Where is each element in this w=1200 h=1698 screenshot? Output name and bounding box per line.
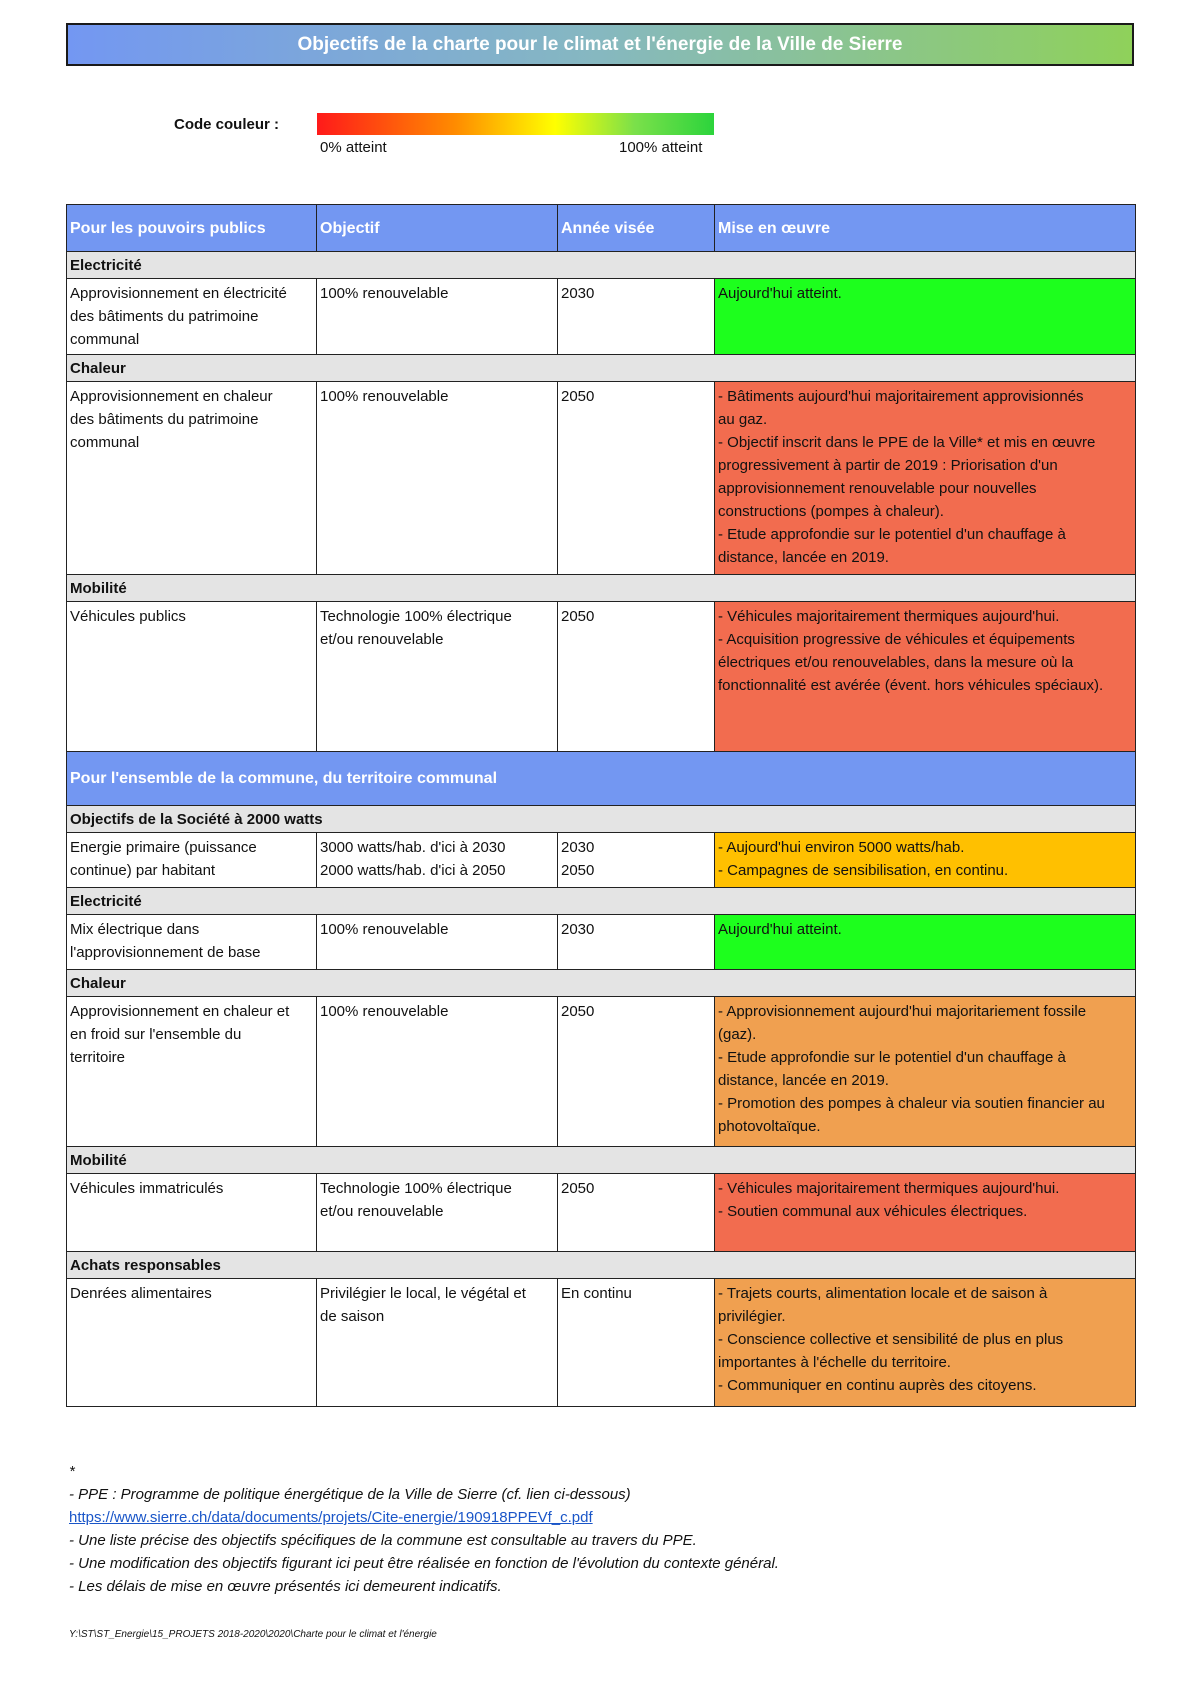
category-label: Objectifs de la Société à 2000 watts — [67, 806, 1136, 833]
text-line: importantes à l'échelle du territoire. — [718, 1354, 951, 1371]
text-line: photovoltaïque. — [718, 1118, 821, 1135]
footnote-line: - Une liste précise des objectifs spécifiques de la commune est consultable au travers du PPE. — [69, 1532, 697, 1549]
text-line: - Approvisionnement aujourd'hui majoritariement fossile — [718, 1003, 1087, 1020]
implementation-cell — [715, 602, 1136, 752]
text-line: l'approvisionnement de base — [70, 944, 261, 961]
text-line: 2000 watts/hab. d'ici à 2050 — [320, 862, 506, 879]
text-line: communal — [70, 434, 140, 451]
legend-max-label: 100% atteint — [619, 139, 703, 156]
table-row — [67, 915, 1136, 970]
text-line: Energie primaire (puissance — [70, 839, 257, 856]
category-row — [67, 806, 1136, 833]
domain-cell: Véhicules immatriculés — [67, 1174, 317, 1252]
implementation-cell: Aujourd'hui atteint. — [715, 915, 1136, 970]
section-header-commune: Pour l'ensemble de la commune, du territoire communal — [67, 752, 1136, 806]
text-line: territoire — [70, 1049, 126, 1066]
year-cell: 2030 — [558, 915, 715, 970]
footnote-asterisk: * — [69, 1463, 75, 1480]
objective-cell — [317, 1279, 558, 1407]
table-row — [67, 997, 1136, 1147]
text-line: au gaz. — [718, 411, 768, 428]
text-line: - Bâtiments aujourd'hui majoritairement approvisionnés — [718, 388, 1084, 405]
text-line: en froid sur l'ensemble du — [70, 1026, 242, 1043]
text-line: constructions (pompes à chaleur). — [718, 503, 944, 520]
footnotes — [69, 1460, 779, 1598]
footnote-ppe: - PPE : Programme de politique énergétique de la Ville de Sierre (cf. lien ci-dessous) — [69, 1486, 631, 1503]
table-row — [67, 833, 1136, 888]
text-line: - Trajets courts, alimentation locale et de saison à — [718, 1285, 1048, 1302]
year-cell: 2050 — [558, 1174, 715, 1252]
text-line: Approvisionnement en chaleur — [70, 388, 273, 405]
text-line: - Véhicules majoritairement thermiques aujourd'hui. — [718, 608, 1060, 625]
text-line: - Etude approfondie sur le potentiel d'un chauffage à — [718, 1049, 1066, 1066]
implementation-cell — [715, 1279, 1136, 1407]
implementation-cell — [715, 833, 1136, 888]
text-line: électriques et/ou renouvelables, dans la mesure où la — [718, 654, 1074, 671]
text-line: Approvisionnement en électricité — [70, 285, 287, 302]
table-row — [67, 602, 1136, 752]
year-cell: 2050 — [558, 997, 715, 1147]
text-line: 2030 — [561, 839, 595, 856]
file-path-footer: Y:\ST\ST_Energie\15_PROJETS 2018-2020\2020\Charte pour le climat et l'énergie — [69, 1629, 437, 1640]
text-line: - Objectif inscrit dans le PPE de la Ville* et mis en œuvre — [718, 434, 1096, 451]
text-line: fonctionnalité est avérée (évent. hors véhicules spéciaux). — [718, 677, 1104, 694]
category-row — [67, 575, 1136, 602]
implementation-cell: Aujourd'hui atteint. — [715, 279, 1136, 355]
table-row — [67, 382, 1136, 575]
objective-cell: 100% renouvelable — [317, 997, 558, 1147]
domain-cell — [67, 833, 317, 888]
text-line: et/ou renouvelable — [320, 631, 444, 648]
header-target-year: Année visée — [558, 205, 715, 252]
year-cell: 2050 — [558, 602, 715, 752]
text-line: - Conscience collective et sensibilité de plus en plus — [718, 1331, 1064, 1348]
year-cell — [558, 833, 715, 888]
legend-min-label: 0% atteint — [320, 139, 387, 156]
text-line: - Promotion des pompes à chaleur via soutien financier au — [718, 1095, 1105, 1112]
category-label: Chaleur — [67, 970, 1136, 997]
category-row — [67, 888, 1136, 915]
objectives-table — [66, 204, 1136, 1407]
text-line: communal — [70, 331, 140, 348]
year-cell: 2050 — [558, 382, 715, 575]
text-line: Mix électrique dans — [70, 921, 200, 938]
category-row — [67, 970, 1136, 997]
legend-label: Code couleur : — [174, 116, 280, 133]
text-line: et/ou renouvelable — [320, 1203, 444, 1220]
category-label: Electricité — [67, 888, 1136, 915]
text-line: - Acquisition progressive de véhicules et équipements — [718, 631, 1075, 648]
category-row — [67, 1147, 1136, 1174]
text-line: - Soutien communal aux véhicules électriques. — [718, 1203, 1028, 1220]
text-line: Technologie 100% électrique — [320, 1180, 512, 1197]
footnote-line: - Une modification des objectifs figurant ici peut être réalisée en fonction de l'évolution du contexte général. — [69, 1555, 779, 1572]
category-label: Achats responsables — [67, 1252, 1136, 1279]
objective-cell — [317, 1174, 558, 1252]
text-line: Approvisionnement en chaleur et — [70, 1003, 290, 1020]
year-cell: 2030 — [558, 279, 715, 355]
text-line: 3000 watts/hab. d'ici à 2030 — [320, 839, 506, 856]
text-line: approvisionnement renouvelable pour nouvelles — [718, 480, 1037, 497]
text-line: privilégier. — [718, 1308, 786, 1325]
category-label: Chaleur — [67, 355, 1136, 382]
category-label: Mobilité — [67, 1147, 1136, 1174]
text-line: Technologie 100% électrique — [320, 608, 512, 625]
text-line: de saison — [320, 1308, 385, 1325]
text-line: distance, lancée en 2019. — [718, 1072, 889, 1089]
table-row — [67, 1174, 1136, 1252]
text-line: - Etude approfondie sur le potentiel d'un chauffage à — [718, 526, 1066, 543]
objective-cell: 100% renouvelable — [317, 382, 558, 575]
domain-cell: Denrées alimentaires — [67, 1279, 317, 1407]
category-row — [67, 1252, 1136, 1279]
header-domain: Pour les pouvoirs publics — [67, 205, 317, 252]
domain-cell — [67, 915, 317, 970]
text-line: 2050 — [561, 862, 595, 879]
objective-cell: 100% renouvelable — [317, 279, 558, 355]
domain-cell — [67, 997, 317, 1147]
table-header-row — [67, 205, 1136, 252]
footnote-link-line — [69, 1506, 779, 1529]
table-row — [67, 1279, 1136, 1407]
text-line: - Véhicules majoritairement thermiques aujourd'hui. — [718, 1180, 1060, 1197]
legend-gradient-bar — [317, 113, 714, 135]
implementation-cell — [715, 997, 1136, 1147]
implementation-cell — [715, 382, 1136, 575]
category-label: Mobilité — [67, 575, 1136, 602]
text-line: distance, lancée en 2019. — [718, 549, 889, 566]
objective-cell — [317, 602, 558, 752]
text-line: des bâtiments du patrimoine — [70, 411, 259, 428]
text-line: progressivement à partir de 2019 : Priorisation d'un — [718, 457, 1058, 474]
category-label: Electricité — [67, 252, 1136, 279]
footnote-line: - Les délais de mise en œuvre présentés ici demeurent indicatifs. — [69, 1578, 502, 1595]
domain-cell — [67, 279, 317, 355]
page-title: Objectifs de la charte pour le climat et l'énergie de la Ville de Sierre — [66, 23, 1134, 66]
text-line: des bâtiments du patrimoine — [70, 308, 259, 325]
header-objective: Objectif — [317, 205, 558, 252]
objective-cell: 100% renouvelable — [317, 915, 558, 970]
text-line: continue) par habitant — [70, 862, 216, 879]
header-implementation: Mise en œuvre — [715, 205, 1136, 252]
domain-cell: Véhicules publics — [67, 602, 317, 752]
text-line: (gaz). — [718, 1026, 757, 1043]
category-row — [67, 252, 1136, 279]
implementation-cell — [715, 1174, 1136, 1252]
section-header-row — [67, 752, 1136, 806]
text-line: - Aujourd'hui environ 5000 watts/hab. — [718, 839, 965, 856]
category-row — [67, 355, 1136, 382]
table-row — [67, 279, 1136, 355]
ppe-link[interactable]: https://www.sierre.ch/data/documents/projets/Cite-energie/190918PPEVf_c.pdf — [69, 1509, 593, 1526]
text-line: - Communiquer en continu auprès des citoyens. — [718, 1377, 1037, 1394]
objective-cell — [317, 833, 558, 888]
domain-cell — [67, 382, 317, 575]
year-cell: En continu — [558, 1279, 715, 1407]
text-line: - Campagnes de sensibilisation, en continu. — [718, 862, 1009, 879]
text-line: Privilégier le local, le végétal et — [320, 1285, 526, 1302]
